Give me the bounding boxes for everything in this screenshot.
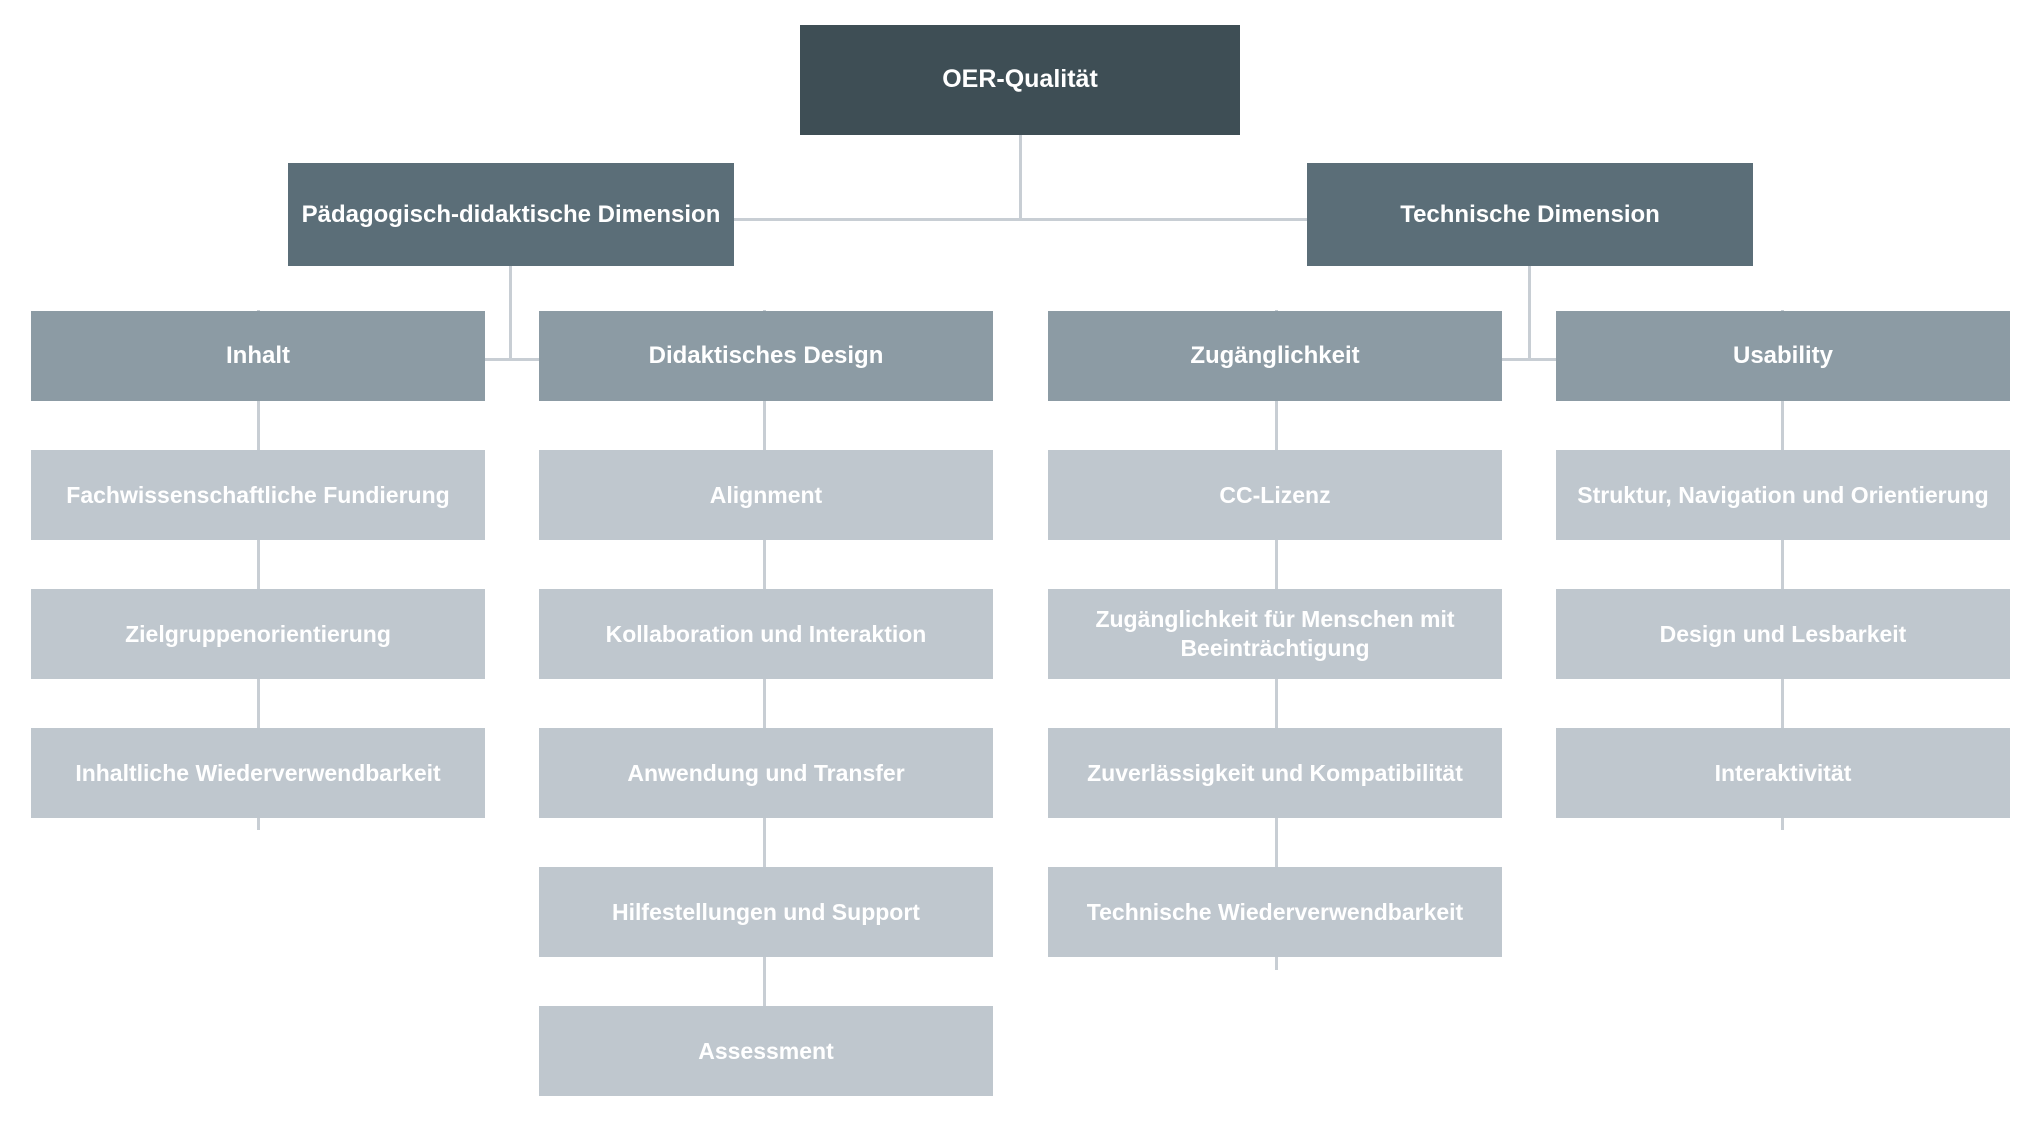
node-criterion-inhaltliche-wiederverwendbarkeit[interactable] [31, 728, 485, 818]
node-category-usability[interactable] [1556, 311, 2010, 401]
node-label: Interaktivität [1714, 759, 1852, 786]
node-label: Technische Dimension [1400, 200, 1660, 228]
node-label: Zuverlässigkeit und Kompatibilität [1087, 759, 1463, 786]
node-category-zugaenglichkeit[interactable] [1048, 311, 1502, 401]
connector-root-stem [1019, 135, 1022, 220]
node-criterion-cc-lizenz[interactable] [1048, 450, 1502, 540]
node-label: Assessment [698, 1037, 834, 1064]
node-label: Anwendung und Transfer [627, 759, 905, 786]
node-criterion-kollaboration-und-interaktion[interactable] [539, 589, 993, 679]
node-label: Zugänglichkeit für Menschen mit Beeinträchtigung [1095, 606, 1455, 661]
node-label: CC-Lizenz [1219, 481, 1331, 508]
node-label: OER-Qualität [942, 65, 1098, 94]
node-criterion-assessment[interactable] [539, 1006, 993, 1096]
node-label: Technische Wiederverwendbarkeit [1086, 898, 1464, 925]
node-criterion-anwendung-und-transfer[interactable] [539, 728, 993, 818]
node-oer-qualitaet[interactable] [800, 25, 1240, 135]
node-label: Inhaltliche Wiederverwendbarkeit [75, 759, 441, 786]
node-label: Struktur, Navigation und Orientierung [1577, 481, 1989, 508]
node-label: Inhalt [226, 342, 290, 369]
node-criterion-struktur-navigation-und-orientierung[interactable] [1556, 450, 2010, 540]
node-label: Fachwissenschaftliche Fundierung [66, 481, 450, 508]
node-label: Didaktisches Design [648, 342, 884, 369]
node-category-inhalt[interactable] [31, 311, 485, 401]
node-technische-dimension[interactable] [1307, 163, 1753, 266]
node-criterion-alignment[interactable] [539, 450, 993, 540]
node-criterion-fachwissenschaftliche-fundierung[interactable] [31, 450, 485, 540]
node-criterion-zielgruppenorientierung[interactable] [31, 589, 485, 679]
node-criterion-hilfestellungen-und-support[interactable] [539, 867, 993, 957]
node-label: Usability [1732, 342, 1834, 369]
node-criterion-design-und-lesbarkeit[interactable] [1556, 589, 2010, 679]
node-criterion-zugaenglichkeit-fuer-menschen-mit-beeintraechtigung[interactable] [1048, 589, 1502, 679]
node-criterion-technische-wiederverwendbarkeit[interactable] [1048, 867, 1502, 957]
node-category-didaktisches-design[interactable] [539, 311, 993, 401]
node-criterion-interaktivitaet[interactable] [1556, 728, 2010, 818]
node-label: Kollaboration und Interaktion [605, 620, 927, 647]
connector-right-dimension-stem [1528, 266, 1531, 361]
node-label: Alignment [709, 481, 823, 508]
node-paedagogisch-didaktische-dimension[interactable] [288, 163, 734, 266]
node-label: Hilfestellungen und Support [612, 898, 920, 925]
node-label: Zugänglichkeit [1190, 342, 1360, 369]
connector-left-dimension-stem [509, 266, 512, 361]
node-label: Zielgruppenorientierung [125, 620, 391, 647]
node-label: Design und Lesbarkeit [1659, 620, 1907, 647]
node-label: Pädagogisch-didaktische Dimension [301, 200, 721, 228]
node-criterion-zuverlaessigkeit-und-kompatibilitaet[interactable] [1048, 728, 1502, 818]
